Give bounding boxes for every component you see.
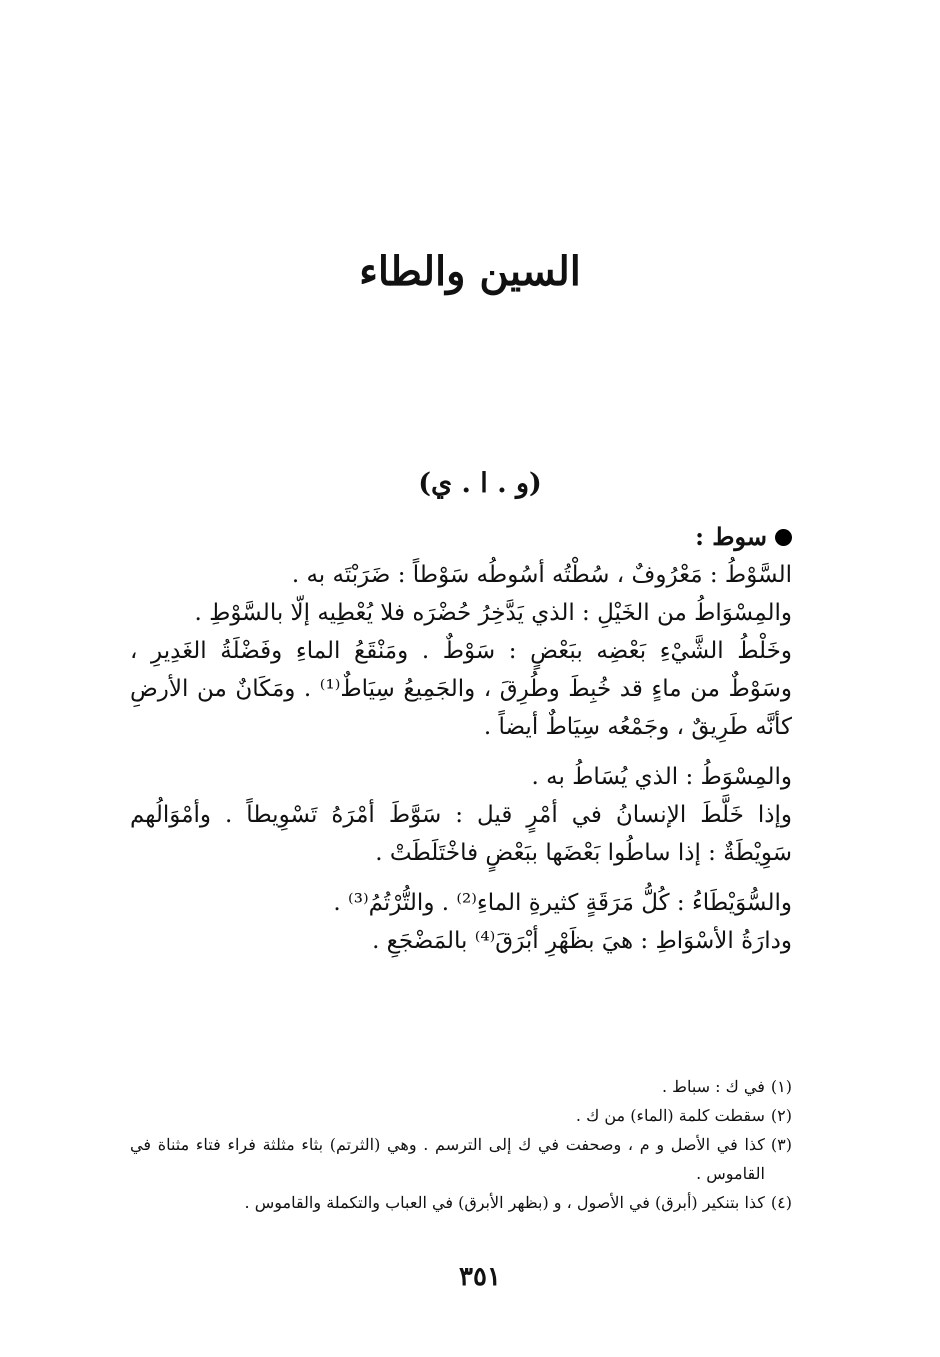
entry-paragraph: والمِسْوَاطُ من الخَيْلِ : الذي يَدَّخِرُ حُضْرَه فلا يُعْطِيه إلّا بالسَّوْطِ . xyxy=(194,600,792,626)
entry-heading-label: سوط : xyxy=(695,522,767,551)
footnote-text: سقطت كلمة (الماء) من ك . xyxy=(575,1106,765,1125)
footnote-text: كذا في الأصل و م ، وصحفت في ك إلى الترسم . وهي (الثرتم) بثاء مثلثة فراء فتاء مثناة في القاموس . xyxy=(130,1135,765,1183)
footnote xyxy=(130,1130,792,1188)
footnote-text: كذا بتنكير (أبرق) في الأصول ، و (بظهر الأبرق) في العباب والتكملة والقاموس . xyxy=(244,1193,765,1212)
footnote-text: في ك : سباط . xyxy=(662,1077,765,1096)
entry-body xyxy=(130,518,792,960)
footnote xyxy=(130,1072,792,1101)
section-heading: (و . ا . ي) xyxy=(418,468,542,499)
footnote-number: (٢) xyxy=(770,1106,792,1125)
footnote-number: (١) xyxy=(770,1077,792,1096)
footnotes xyxy=(130,1072,792,1217)
footnote-number: (٣) xyxy=(770,1135,792,1154)
entry-paragraph: وإذا خَلَّطَ الإنسانُ في أمْرٍ قيل : سَوَّطَ أمْرَهُ تَسْوِيطاً . وأمْوَالُهم سَوِيْطَةٌ : إذا ساطُوا بَعْضَها ببَعْضٍ فاخْتَلَطَتْ . xyxy=(130,802,792,866)
entry-paragraph: والسُّوَيْطَاءُ : كُلُّ مَرَقَةٍ كثيرةِ الماءِ⁽²⁾ . والتُّرْتُمُ⁽³⁾ . xyxy=(333,890,792,916)
page-number: ٣٥١ xyxy=(459,1262,501,1292)
entry-heading xyxy=(130,518,792,556)
bullet-icon xyxy=(775,529,792,546)
entry-paragraph: ودارَةُ الأسْوَاطِ : هيَ بظَهْرِ أبْرَقَ⁽⁴⁾ بالمَضْجَعِ . xyxy=(372,928,792,954)
footnote-number: (٤) xyxy=(770,1193,792,1212)
footnote xyxy=(130,1101,792,1130)
entry-paragraph: وخَلْطُ الشَّيْءِ بَعْضِه ببَعْضٍ : سَوْطٌ . ومَنْقَعُ الماءِ وفَضْلَةُ الغَدِيرِ ، وسَوْطٌ من ماءٍ قد خُبِطَ وطُرِقَ ، والجَمِيعُ سِيَاطٌ⁽¹⁾ . ومَكَانٌ من الأرضِ كأنَّه طَرِيقٌ ، وجَمْعُه سِيَاطٌ أيضاً . xyxy=(130,638,793,740)
entry-paragraph: والمِسْوَطُ : الذي يُسَاطُ به . xyxy=(531,764,792,790)
chapter-title: السين والطاء xyxy=(359,248,581,295)
footnote xyxy=(130,1188,792,1217)
entry-paragraph: السَّوْطُ : مَعْرُوفٌ ، سُطْتُه أسُوطُه سَوْطاً : ضَرَبْتَه به . xyxy=(291,562,792,588)
